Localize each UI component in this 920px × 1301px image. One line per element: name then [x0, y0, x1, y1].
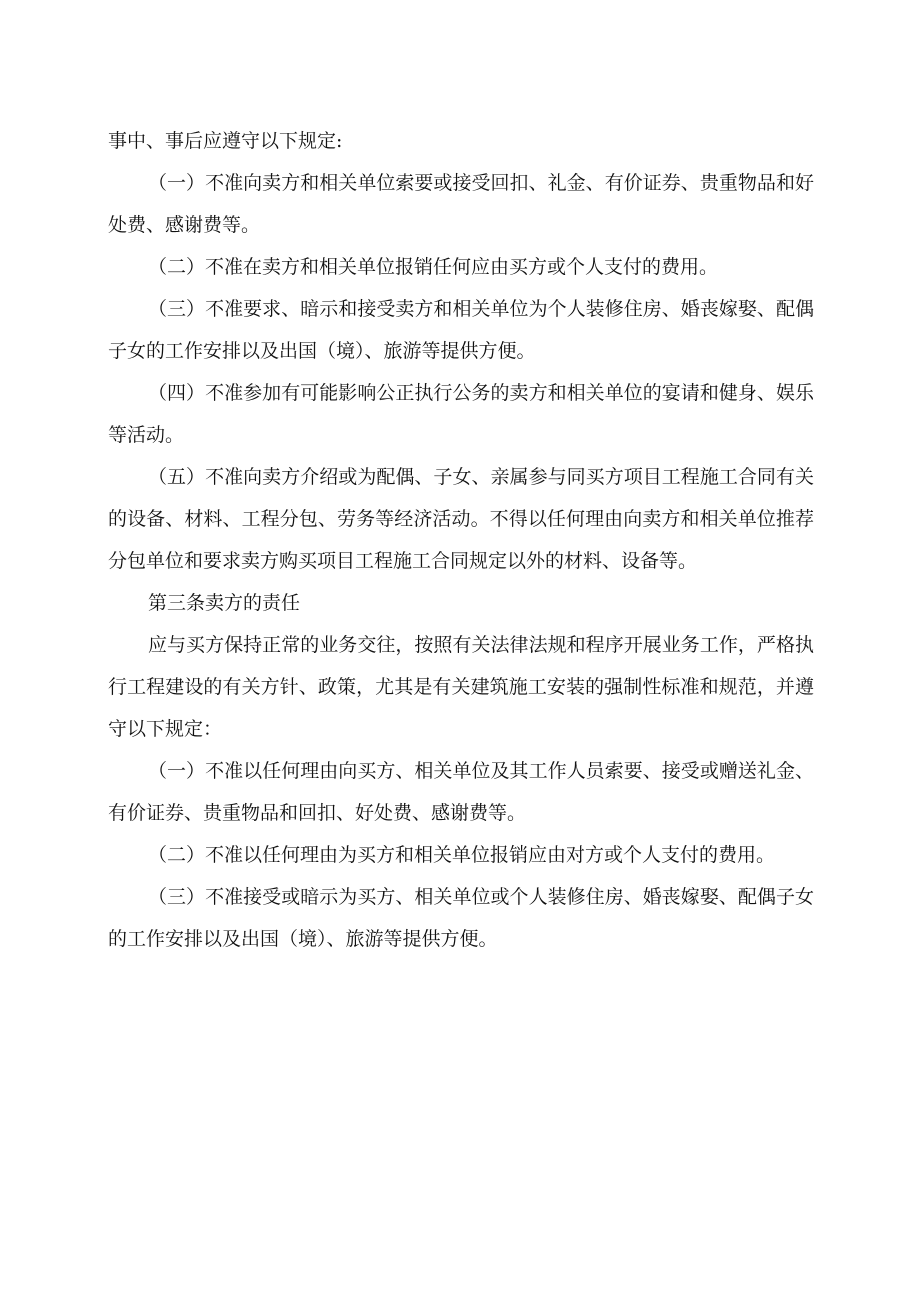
paragraph-seller-intro: 应与买方保持正常的业务交往，按照有关法律法规和程序开展业务工作，严格执行工程建设的有关方针、政策，尤其是有关建筑施工安装的强制性标准和规范，并遵守以下规定： — [108, 634, 814, 740]
paragraph-rule-5: （五）不准向卖方介绍或为配偶、子女、亲属参与同买方项目工程施工合同有关的设备、材料、工程分包、劳务等经济活动。不得以任何理由向卖方和相关单位推荐分包单位和要求卖方购买项目工程施工合同规定以外的材料、设备等。 — [108, 466, 814, 572]
paragraph-seller-rule-2: （二）不准以任何理由为买方和相关单位报销应由对方或个人支付的费用。 — [148, 844, 776, 866]
paragraph-seller-rule-1: （一）不准以任何理由向买方、相关单位及其工作人员索要、接受或赠送礼金、有价证券、贵重物品和回扣、好处费、感谢费等。 — [108, 760, 814, 824]
paragraph-continuation: 事中、事后应遵守以下规定: — [108, 130, 343, 152]
paragraph-rule-1: （一）不准向卖方和相关单位索要或接受回扣、礼金、有价证券、贵重物品和好处费、感谢费等。 — [108, 172, 814, 236]
paragraph-rule-3: （三）不准要求、暗示和接受卖方和相关单位为个人装修住房、婚丧嫁娶、配偶子女的工作安排以及出国（境）、旅游等提供方便。 — [108, 298, 814, 362]
paragraph-rule-4: （四）不准参加有可能影响公正执行公务的卖方和相关单位的宴请和健身、娱乐等活动。 — [108, 382, 814, 446]
section-heading-seller-responsibility: 第三条卖方的责任 — [148, 592, 301, 614]
paragraph-seller-rule-3: （三）不准接受或暗示为买方、相关单位或个人装修住房、婚丧嫁娶、配偶子女的工作安排以及出国（境）、旅游等提供方便。 — [108, 886, 814, 950]
paragraph-rule-2: （二）不准在卖方和相关单位报销任何应由买方或个人支付的费用。 — [148, 256, 719, 278]
document-body — [108, 120, 814, 960]
